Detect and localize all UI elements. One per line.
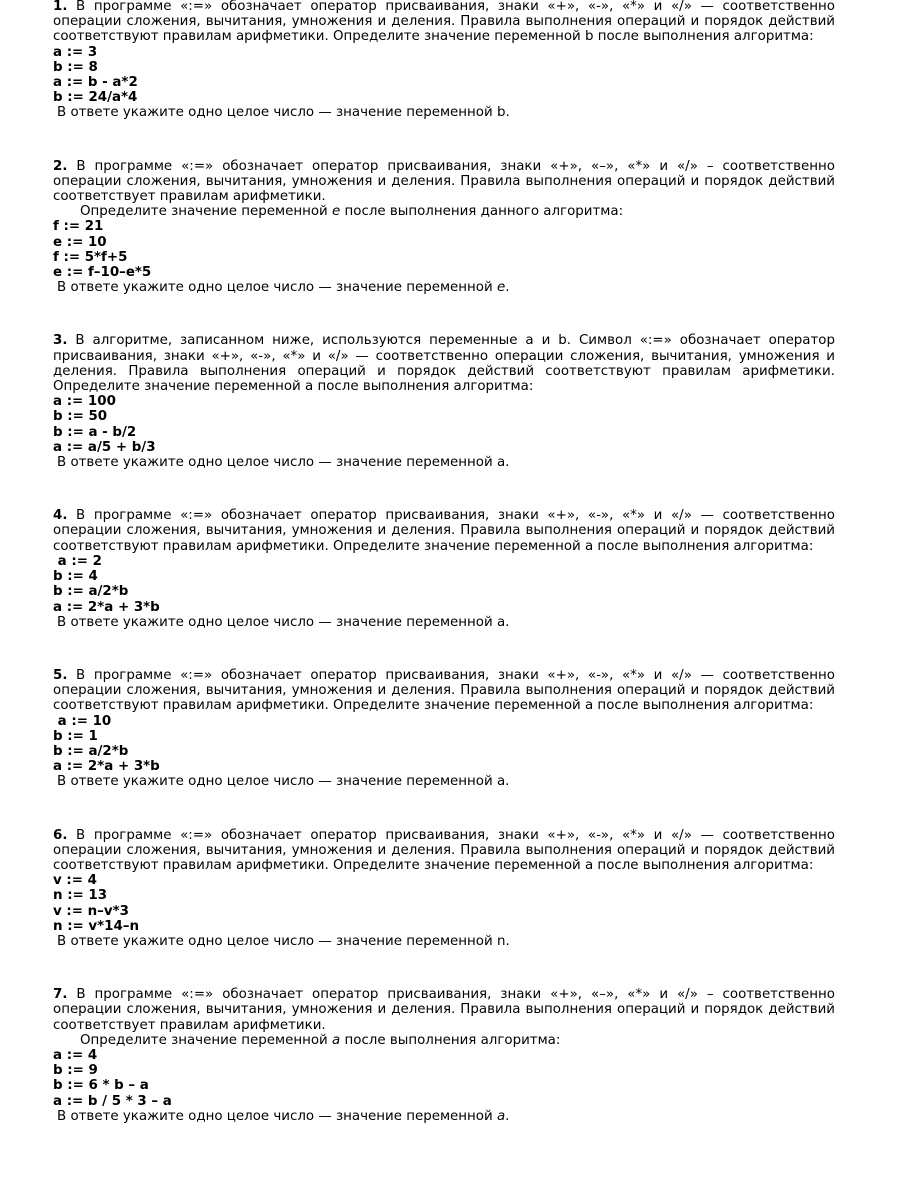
code-line: a := a/5 + b/3 [53,439,156,455]
answer-variable: a [496,614,506,630]
task-text: В программе «:=» обозначает оператор присваивания, знаки «+», «-», «*» и «/» — соответственно операции сложения, вычитания, умножения и деления. Правила выполнения операций и порядок действий соответствуют правилам арифметики. Определите значение переменной b после выполнения алгоритма: [53,0,835,45]
answer-instruction: В ответе укажите одно целое число — значение переменной a. [57,614,510,630]
task-number: 5. [53,667,68,683]
code-block [53,714,835,775]
code-block [53,45,835,106]
code-line: a := 2*a + 3*b [53,599,160,615]
code-line: b := 1 [53,728,98,744]
task-statement [53,987,835,1033]
code-line: b := 9 [53,1063,98,1079]
task-statement [53,333,835,394]
task-6 [53,828,835,950]
question-variable: a [332,1032,341,1048]
code-line: a := 10 [53,713,112,729]
code-line: f := 21 [53,219,104,235]
task-number: 3. [53,333,68,349]
task-number: 6. [53,827,68,843]
answer-variable: n [496,933,506,949]
answer-variable: a [496,1108,506,1124]
task-statement [53,828,835,874]
task-5 [53,668,835,790]
task-2 [53,159,835,296]
answer-variable: a [496,774,506,790]
code-block [53,873,835,934]
task-text: В программе «:=» обозначает оператор присваивания, знаки «+», «-», «*» и «/» — соответственно операции сложения, вычитания, умножения и деления. Правила выполнения операций и порядок действий соответствуют правилам арифметики. Определите значение переменной a после выполнения алгоритма: [53,508,835,554]
code-line: b := 50 [53,409,108,425]
worksheet [53,0,835,1162]
task-text: В программе «:=» обозначает оператор присваивания, знаки «+», «–», «*» и «/» – соответственно операции сложения, вычитания, умножения и деления. Правила выполнения операций и порядок действий соответствует правилам арифметики. [53,158,835,205]
task-statement [53,508,835,554]
code-block [53,554,835,615]
question-variable: e [332,204,341,220]
task-number: 1. [53,0,68,14]
answer-instruction: В ответе укажите одно целое число — значение переменной e. [57,280,510,296]
task-question: Определите значение переменной a после выполнения алгоритма: [80,1032,561,1048]
code-block [53,219,835,280]
task-1 [53,0,835,121]
code-line: b := a/2*b [53,743,129,759]
task-statement [53,0,835,45]
code-line: n := 13 [53,888,108,904]
task-question: Определите значение переменной e после выполнения данного алгоритма: [80,204,624,220]
code-block [53,394,835,455]
task-statement [53,668,835,714]
task-number: 7. [53,987,68,1003]
task-number: 2. [53,158,68,174]
answer-variable: a [496,455,506,471]
code-line: e := f–10–e*5 [53,265,152,281]
answer-variable: e [496,280,506,296]
code-line: b := a/2*b [53,584,129,600]
answer-instruction: В ответе укажите одно целое число — значение переменной a. [57,1108,510,1124]
answer-instruction: В ответе укажите одно целое число — значение переменной a. [57,774,510,790]
code-line: b := 8 [53,59,98,75]
code-line: a := b / 5 * 3 – a [53,1093,172,1109]
code-line: b := 6 * b – a [53,1078,149,1094]
task-7 [53,987,835,1124]
code-line: a := 3 [53,44,98,60]
code-line: v := n–v*3 [53,903,129,919]
answer-instruction: В ответе укажите одно целое число — значение переменной b. [57,105,510,121]
code-line: a := 2*a + 3*b [53,759,160,775]
task-number: 4. [53,508,68,524]
code-line: v := 4 [53,873,97,889]
task-statement [53,159,835,205]
code-line: a := 100 [53,394,116,410]
code-line: a := 4 [53,1047,98,1063]
code-line: n := v*14–n [53,918,140,934]
task-text: В алгоритме, записанном ниже, используются переменные a и b. Символ «:=» обозначает оператор присваивания, знаки «+», «-», «*» и «/» — соответственно операции сложения, вычитания, умножения и деления. Правила выполнения операций и порядок действий соответствуют правилам арифметики. Определите значение переменной a после выполнения алгоритма: [53,333,836,395]
code-line: e := 10 [53,234,107,250]
code-block [53,1048,835,1109]
task-text: В программе «:=» обозначает оператор присваивания, знаки «+», «–», «*» и «/» – соответственно операции сложения, вычитания, умножения и деления. Правила выполнения операций и порядок действий соответствует правилам арифметики. [53,987,835,1033]
task-text: В программе «:=» обозначает оператор присваивания, знаки «+», «-», «*» и «/» — соответственно операции сложения, вычитания, умножения и деления. Правила выполнения операций и порядок действий соответствуют правилам арифметики. Определите значение переменной a после выполнения алгоритма: [53,667,835,714]
answer-instruction: В ответе укажите одно целое число — значение переменной a. [57,455,510,471]
answer-instruction: В ответе укажите одно целое число — значение переменной n. [57,933,510,949]
code-line: b := 24/a*4 [53,90,138,106]
code-line: a := b - a*2 [53,75,138,91]
code-line: b := 4 [53,569,98,585]
answer-variable: b [496,105,506,121]
task-4 [53,508,835,630]
code-line: b := a - b/2 [53,424,137,440]
task-3 [53,333,835,470]
code-line: a := 2 [53,553,102,569]
task-text: В программе «:=» обозначает оператор присваивания, знаки «+», «-», «*» и «/» — соответственно операции сложения, вычитания, умножения и деления. Правила выполнения операций и порядок действий соответствуют правилам арифметики. Определите значение переменной a после выполнения алгоритма: [53,827,835,873]
code-line: f := 5*f+5 [53,249,128,265]
